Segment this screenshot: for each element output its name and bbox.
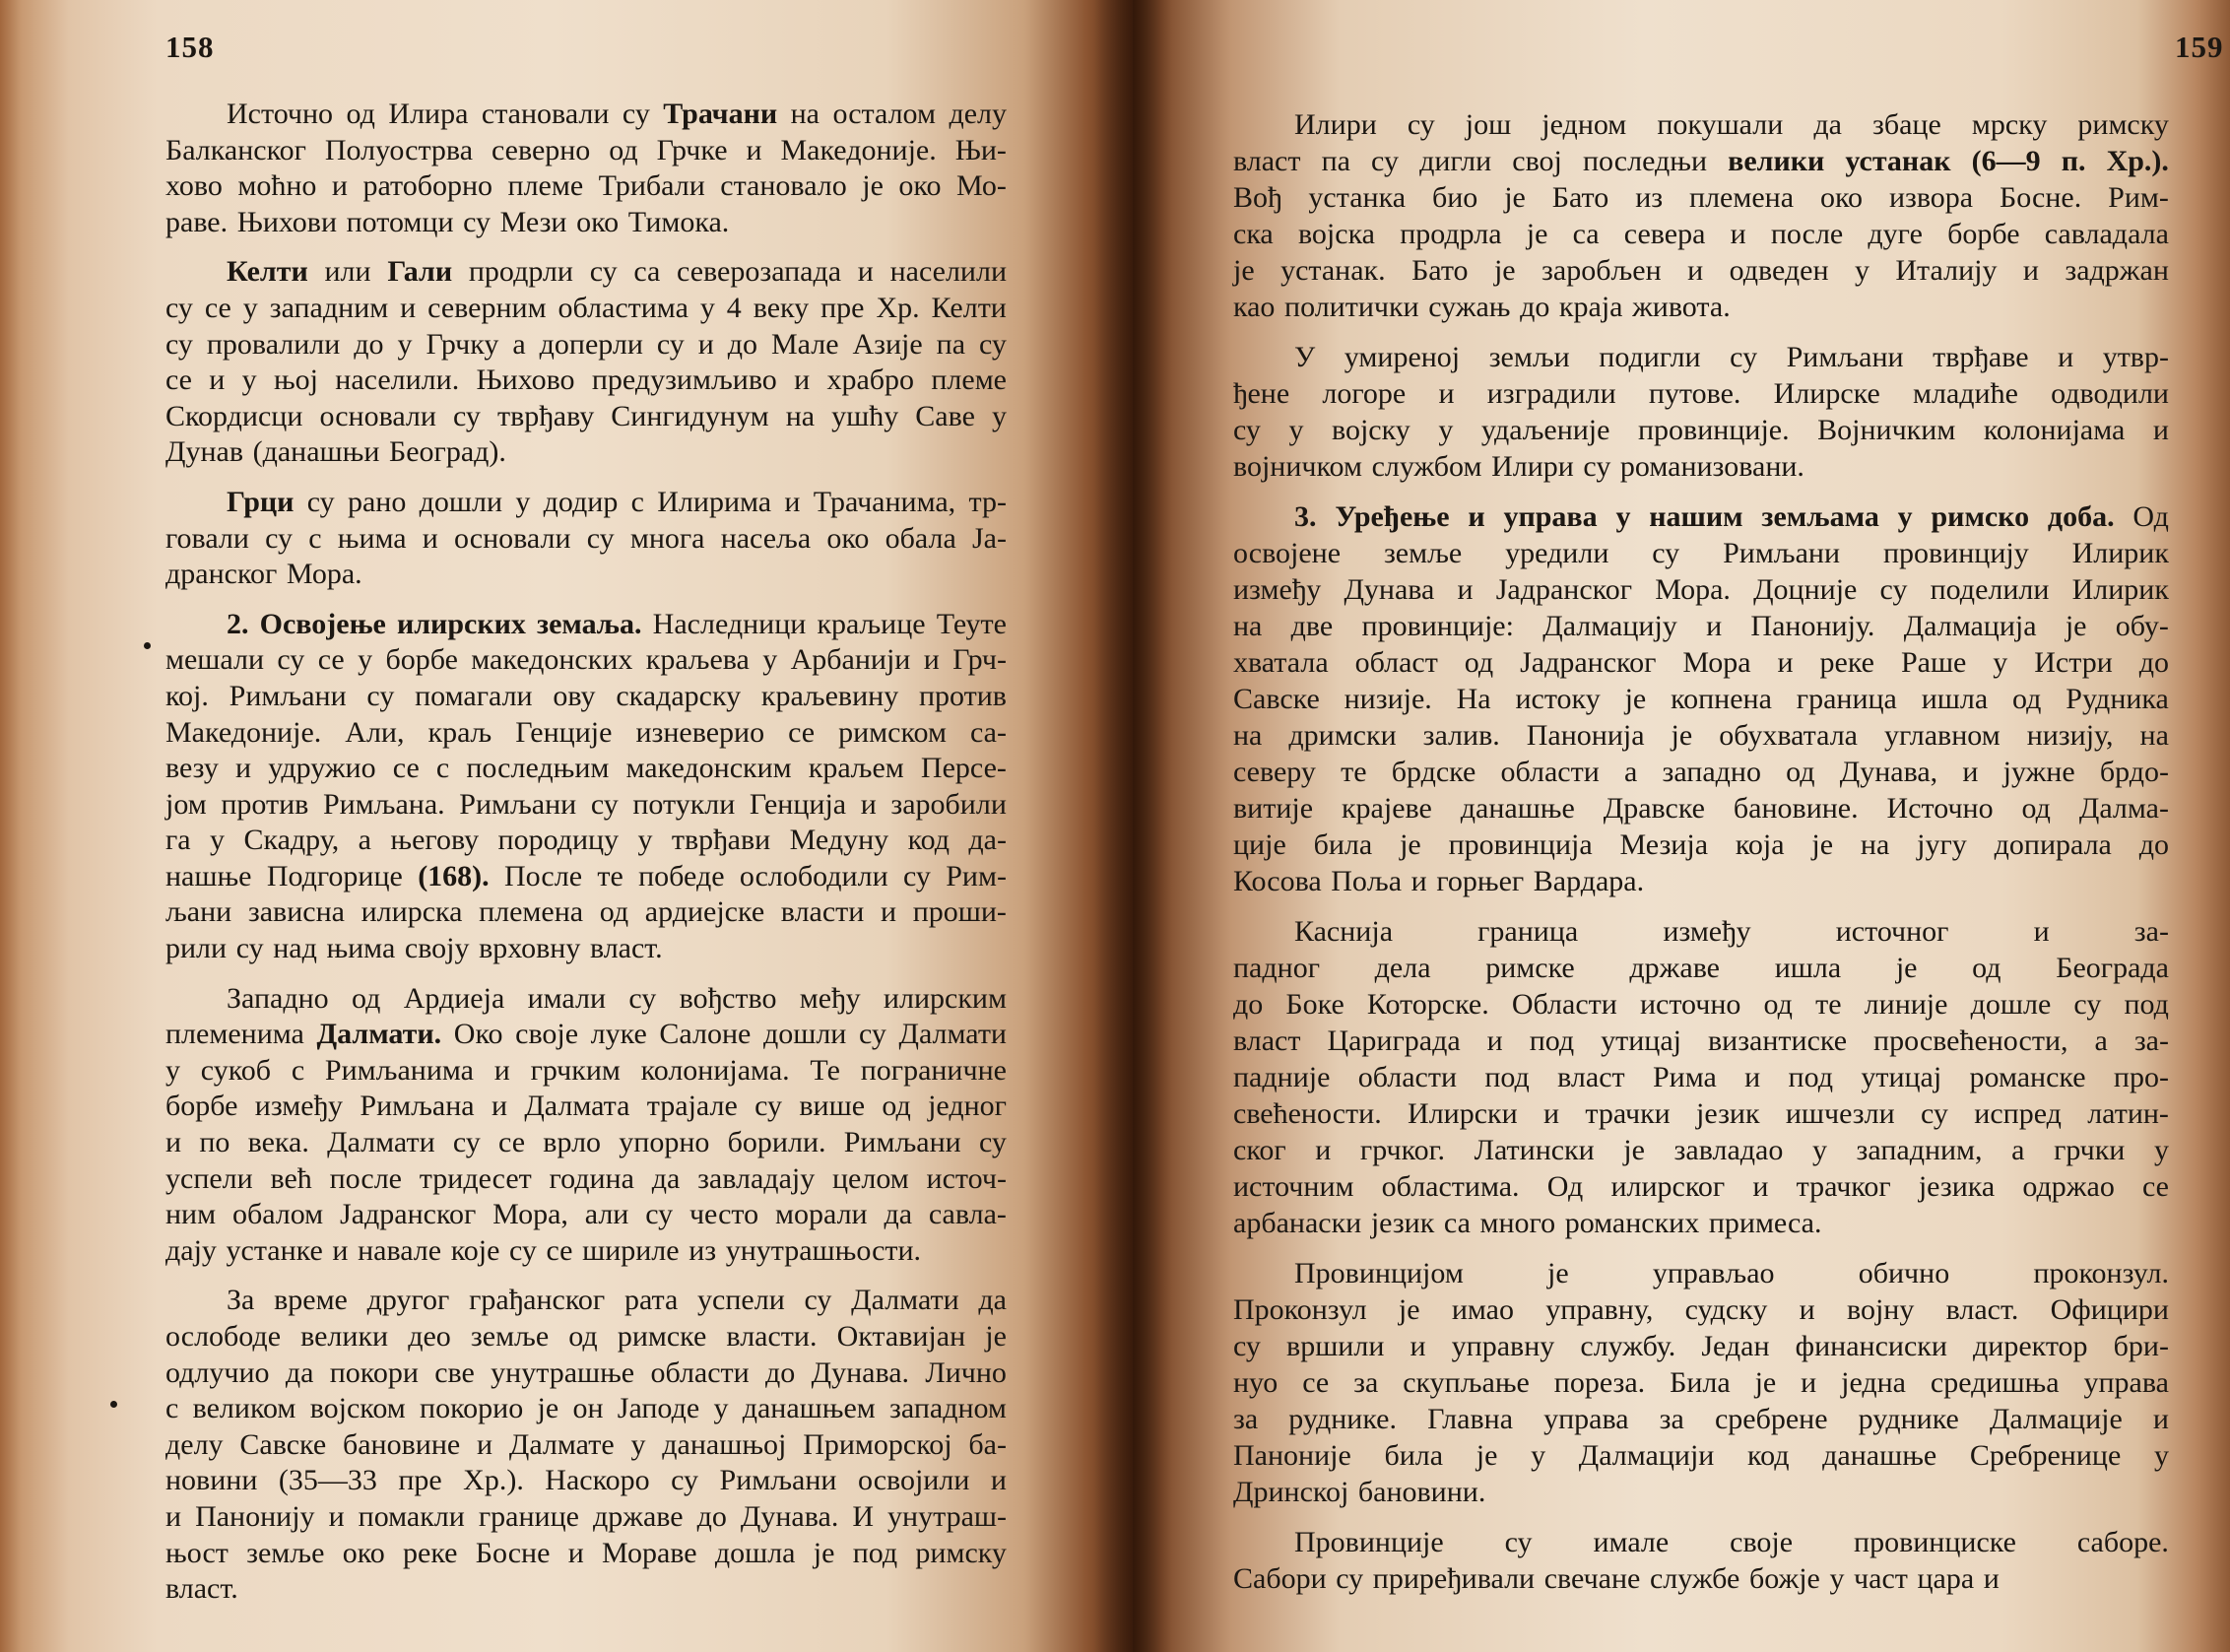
text-line: власт па су дигли свој последњи велики устанак (6—9 п. Хр.).: [1233, 145, 2169, 177]
text-line: У умиреној земљи подигли су Римљани тврђаве и утвр-: [1294, 341, 2169, 373]
text-line: падног дела римске државе ишла је од Београда: [1233, 952, 2169, 984]
text-line: Западно од Ардиеја имали су вођство међу илирским: [227, 981, 1007, 1015]
text-line: Провинције су имале своје провинциске саборе.: [1294, 1526, 2169, 1558]
page-text: [165, 97, 1007, 1608]
text-line: су провалили до у Грчку а доперли су и до Мале Азије па су: [165, 327, 1007, 361]
text-line: ције била је провинција Мезија која је на југу допирала до: [1233, 828, 2169, 861]
text-line: на дримски залив. Панонија је обухватала углавном низију, на: [1233, 719, 2169, 752]
page-text: [1233, 106, 2169, 1597]
ink-dot: [144, 642, 151, 649]
text-line: везу и удружио се с последњим македонским краљем Персе-: [165, 752, 1007, 785]
text-line: кој. Римљани су помагали ову скадарску краљевину против: [165, 679, 1007, 712]
text-line: ског и грчког. Латински је завладао у западним, а грчки у: [1233, 1134, 2169, 1166]
text-line: се и у њој населили. Њихово предузимљиво и храбро племе: [165, 363, 1007, 397]
text-line: освојене земље уредили су Римљани провинцију Илирик: [1233, 537, 2169, 569]
text-line: њост земље око реке Босне и Мораве дошла је под римску: [165, 1536, 1007, 1569]
text-line: новини (35—33 пре Хр.). Наскоро су Римљани освојили и: [165, 1464, 1007, 1497]
text-line: Савске низије. На истоку је копнена граница ишла од Рудника: [1233, 683, 2169, 715]
text-line: јом против Римљана. Римљани су потукли Генција и заробили: [165, 787, 1007, 821]
text-line: га у Скадру, а његову породицу у тврђави Медуну код да-: [165, 824, 1007, 857]
text-line: ска војска продрла је са севера и после дуге борбе савладала: [1233, 218, 2169, 250]
page-number: 158: [165, 30, 215, 64]
text-line: Дунав (данашњи Београд).: [165, 435, 506, 469]
text-line: Косова Поља и горњег Вардара.: [1233, 865, 1645, 897]
text-line: Вођ устанка био је Бато из племена око извора Босне. Рим-: [1233, 181, 2169, 214]
text-line: Грци су рано дошли у додир с Илирима и Трачанима, тр-: [227, 485, 1007, 518]
text-line: Балканског Полуострва северно од Грчке и Македоније. Њи-: [165, 133, 1007, 166]
text-line: племенима Далмати. Око своје луке Салоне дошли су Далмати: [165, 1018, 1007, 1051]
text-line: Македоније. Али, краљ Генције изневерио се римском са-: [165, 715, 1007, 749]
text-line: војничком службом Илири су романизовани.: [1233, 450, 1804, 483]
text-line: Скордисци основали су тврђаву Сингидунум на ушћу Саве у: [165, 399, 1007, 432]
text-line: су вршили и управну службу. Један финансиски директор бри-: [1233, 1330, 2169, 1362]
text-line: нашње Подгорице (168). После те победе ослободили су Рим-: [165, 859, 1007, 892]
text-line: Илири су још једном покушали да збаце мрску римску: [1294, 108, 2169, 141]
page-number: 159: [2175, 30, 2224, 64]
text-line: рили су над њима своју врховну власт.: [165, 932, 663, 965]
text-line: витије крајеве данашње Дравске бановине. Источно од Далма-: [1233, 792, 2169, 825]
text-line: и Панонију и помакли границе државе до Дунава. И унутраш-: [165, 1499, 1007, 1533]
text-line: За време другог грађанског рата успели су Далмати да: [227, 1284, 1007, 1317]
text-line: говали су с њима и основали су многа насеља око обала Ја-: [165, 521, 1007, 555]
text-line: као политички сужањ до краја живота.: [1233, 291, 1731, 323]
text-line: борбе између Римљана и Далмата трајале су више од једног: [165, 1090, 1007, 1123]
text-line: љани зависна илирска племена од ардиејске власти и проши-: [165, 895, 1007, 929]
text-line: северу те брдске области а западно од Дунава, и јужне брдо-: [1233, 756, 2169, 788]
text-line: Паноније била је у Далмацији код данашње Сребренице у: [1233, 1439, 2169, 1472]
text-line: дранског Мора.: [165, 558, 362, 591]
text-line: Провинцијом је управљао обично проконзул.: [1294, 1257, 2169, 1289]
text-line: арбанаски језик са много романских примеса.: [1233, 1207, 1822, 1239]
text-line: свећености. Илирски и трачки језик ишчезли су испред латин-: [1233, 1097, 2169, 1130]
text-line: и по века. Далмати су се врло упорно борили. Римљани су: [165, 1126, 1007, 1159]
text-line: власт Цариграда и под утицај византиске просвећености, а за-: [1233, 1024, 2169, 1057]
text-line: су се у западним и северним областима у 4 веку пре Хр. Келти: [165, 291, 1007, 324]
text-line: с великом војском покорио је он Јаподе у данашњем западном: [165, 1392, 1007, 1425]
right-page: [1133, 0, 2230, 1652]
text-line: на две провинције: Далмацију и Панонију. Далмација је обу-: [1233, 610, 2169, 642]
text-line: ђене логоре и изградили путове. Илирске младиће одводили: [1233, 377, 2169, 410]
ink-dot: [110, 1401, 117, 1408]
text-line: ослободе велики део земље од римске власти. Октавијан је: [165, 1320, 1007, 1353]
text-line: Сабори су приређивали свечане службе божје у част цара и: [1233, 1562, 2000, 1595]
text-line: између Дунава и Јадранског Мора. Доцније су поделили Илирик: [1233, 573, 2169, 606]
text-line: су у војску у удаљеније провинције. Војничким колонијама и: [1233, 414, 2169, 446]
text-line: власт.: [165, 1572, 238, 1606]
text-line: је устанак. Бато је заробљен и одведен у Италију и задржан: [1233, 254, 2169, 287]
text-line: хватала област од Јадранског Мора и реке Раше у Истри до: [1233, 646, 2169, 679]
text-line: падније области под власт Рима и под утицај романске про-: [1233, 1061, 2169, 1093]
text-line: мешали су се у борбе македонских краљева у Арбанији и Грч-: [165, 643, 1007, 677]
text-line: за руднике. Главна управа за сребрене руднике Далмације и: [1233, 1403, 2169, 1435]
text-line: Келти или Гали продрли су са северозапада и населили: [227, 255, 1007, 289]
text-line: хово моћно и ратоборно племе Трибали становало је око Мо-: [165, 169, 1007, 203]
book-spine: [1093, 0, 1172, 1652]
text-line: Источно од Илира становали су Трачани на осталом делу: [227, 98, 1007, 130]
text-line: Проконзул је имао управну, судску и војну власт. Официри: [1233, 1293, 2169, 1326]
text-line: одлучио да покори све унутрашње области до Дунава. Лично: [165, 1355, 1007, 1389]
text-line: успели већ после тридесет година да завладају целом источ-: [165, 1161, 1007, 1195]
text-line: дају устанке и навале које су се шириле из унутрашњости.: [165, 1233, 922, 1267]
text-line: нуо се за скупљање пореза. Била је и једна средишња управа: [1233, 1366, 2169, 1399]
text-line: 3. Уређење и управа у нашим земљама у римско доба. Од: [1294, 500, 2169, 533]
text-line: Дринској бановини.: [1233, 1476, 1486, 1508]
text-line: ним обалом Јадранског Мора, али су често морали да савла-: [165, 1198, 1007, 1231]
text-line: до Боке Которске. Области источно од те линије дошле су под: [1233, 988, 2169, 1021]
text-line: Каснија граница између источног и за-: [1294, 915, 2169, 948]
text-line: 2. Освојење илирских земаља. Наследници краљице Теуте: [227, 607, 1007, 640]
text-line: раве. Њихови потомци су Мези око Тимока.: [165, 205, 730, 238]
text-line: источним областима. Од илирског и трачког језика одржао се: [1233, 1170, 2169, 1203]
text-line: делу Савске бановине и Далмате у данашњој Приморској ба-: [165, 1427, 1007, 1461]
text-line: у сукоб с Римљанима и грчким колонијама. Те пограничне: [165, 1053, 1007, 1087]
